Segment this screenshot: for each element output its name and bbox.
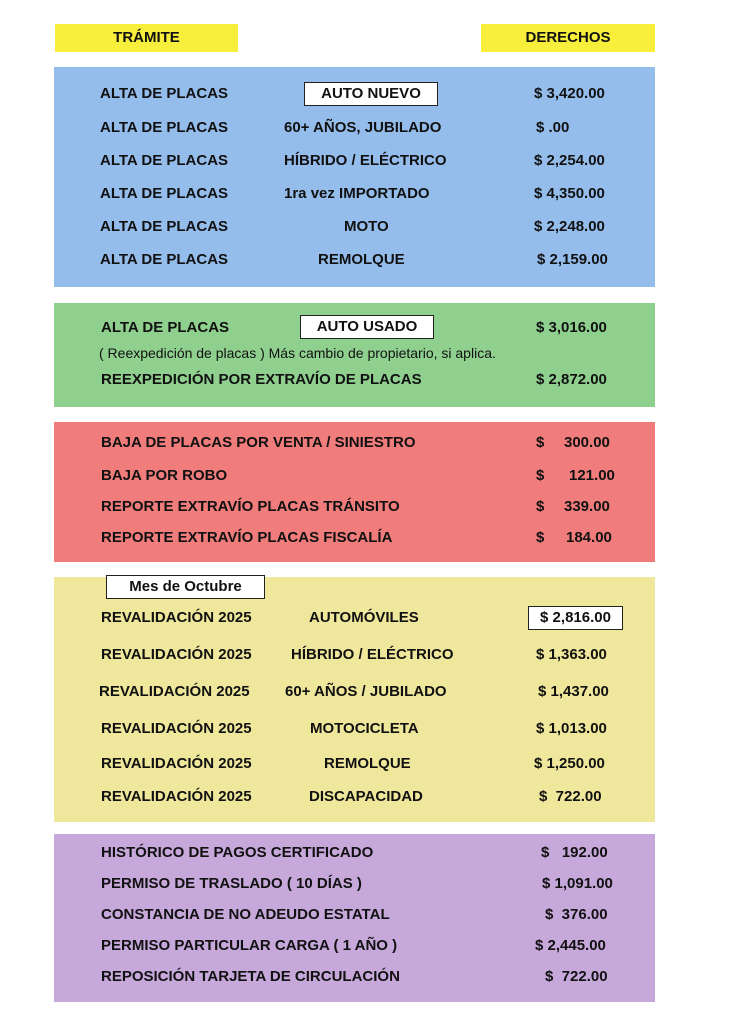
auto-usado-badge: AUTO USADO — [300, 315, 434, 339]
baja-row-4-signo: $ — [536, 529, 545, 546]
otros-panel — [54, 834, 655, 1002]
baja-row-3-signo: $ — [536, 498, 545, 515]
alta-row-6-derecho: $ 2,159.00 — [537, 251, 608, 268]
reval-row-5-tramite: REVALIDACIÓN 2025 — [101, 755, 252, 772]
alta-placas-panel — [54, 67, 655, 287]
alta-row-2-derecho: $ .00 — [536, 119, 570, 136]
reval-row-3-tipo: 60+ AÑOS / JUBILADO — [285, 683, 447, 700]
reval-row-6-derecho: $ 722.00 — [539, 788, 602, 805]
header-derechos: DERECHOS — [481, 24, 655, 52]
reval-row-2-tramite: REVALIDACIÓN 2025 — [101, 646, 252, 663]
otros-row-4-tramite: PERMISO PARTICULAR CARGA ( 1 AÑO ) — [101, 937, 398, 954]
auto-nuevo-badge: AUTO NUEVO — [304, 82, 438, 106]
baja-row-2-tramite: BAJA POR ROBO — [101, 467, 228, 484]
baja-row-1-tramite: BAJA DE PLACAS POR VENTA / SINIESTRO — [101, 434, 416, 451]
otros-row-5-derecho: $ 722.00 — [545, 968, 608, 985]
alta-row-3-tramite: ALTA DE PLACAS — [100, 152, 229, 169]
alta-row-3-derecho: $ 2,254.00 — [534, 152, 605, 169]
alta-row-6-tipo: REMOLQUE — [318, 251, 405, 268]
baja-row-1-monto: 300.00 — [564, 434, 610, 451]
baja-row-2-signo: $ — [536, 467, 545, 484]
reexpedicion-tramite: REEXPEDICIÓN POR EXTRAVÍO DE PLACAS — [101, 371, 422, 388]
otros-row-1-derecho: $ 192.00 — [541, 844, 608, 861]
reval-row-2-tipo: HÍBRIDO / ELÉCTRICO — [291, 646, 454, 663]
reval-row-6-tipo: DISCAPACIDAD — [309, 788, 423, 805]
alta-row-1-tramite: ALTA DE PLACAS — [100, 85, 229, 102]
baja-row-4-monto: 184.00 — [566, 529, 612, 546]
reval-row-4-tramite: REVALIDACIÓN 2025 — [101, 720, 252, 737]
header-tramite: TRÁMITE — [55, 24, 238, 52]
reval-row-2-derecho: $ 1,363.00 — [536, 646, 607, 663]
usado-nota: ( Reexpedición de placas ) Más cambio de propietario, si aplica. — [99, 345, 496, 361]
usado-derecho: $ 3,016.00 — [536, 319, 607, 336]
otros-row-5-tramite: REPOSICIÓN TARJETA DE CIRCULACIÓN — [101, 968, 400, 985]
otros-row-2-derecho: $ 1,091.00 — [542, 875, 613, 892]
baja-row-4-tramite: REPORTE EXTRAVÍO PLACAS FISCALÍA — [101, 529, 393, 546]
alta-row-4-derecho: $ 4,350.00 — [534, 185, 605, 202]
alta-row-2-tramite: ALTA DE PLACAS — [100, 119, 229, 136]
alta-row-4-tramite: ALTA DE PLACAS — [100, 185, 229, 202]
bajas-panel — [54, 422, 655, 562]
baja-row-2-monto: 121.00 — [569, 467, 615, 484]
baja-row-1-signo: $ — [536, 434, 545, 451]
reval-row-4-tipo: MOTOCICLETA — [310, 720, 419, 737]
usado-tramite: ALTA DE PLACAS — [101, 319, 230, 336]
alta-row-5-tipo: MOTO — [344, 218, 389, 235]
automoviles-derecho-box: $ 2,816.00 — [528, 606, 623, 630]
baja-row-3-tramite: REPORTE EXTRAVÍO PLACAS TRÁNSITO — [101, 498, 400, 515]
reval-row-4-derecho: $ 1,013.00 — [536, 720, 607, 737]
reval-row-3-tramite: REVALIDACIÓN 2025 — [99, 683, 250, 700]
baja-row-3-monto: 339.00 — [564, 498, 610, 515]
reval-row-1-tipo: AUTOMÓVILES — [309, 609, 419, 626]
reval-row-1-tramite: REVALIDACIÓN 2025 — [101, 609, 252, 626]
otros-row-1-tramite: HISTÓRICO DE PAGOS CERTIFICADO — [101, 844, 374, 861]
alta-row-1-derecho: $ 3,420.00 — [534, 85, 605, 102]
alta-row-5-derecho: $ 2,248.00 — [534, 218, 605, 235]
auto-usado-panel — [54, 303, 655, 407]
alta-row-4-tipo: 1ra vez IMPORTADO — [284, 185, 430, 202]
reexpedicion-derecho: $ 2,872.00 — [536, 371, 607, 388]
otros-row-3-derecho: $ 376.00 — [545, 906, 608, 923]
reval-row-6-tramite: REVALIDACIÓN 2025 — [101, 788, 252, 805]
otros-row-4-derecho: $ 2,445.00 — [535, 937, 606, 954]
alta-row-3-tipo: HÍBRIDO / ELÉCTRICO — [284, 152, 447, 169]
reval-row-3-derecho: $ 1,437.00 — [538, 683, 609, 700]
revalidacion-panel — [54, 577, 655, 822]
alta-row-6-tramite: ALTA DE PLACAS — [100, 251, 229, 268]
otros-row-2-tramite: PERMISO DE TRASLADO ( 10 DÍAS ) — [101, 875, 362, 892]
reval-row-5-derecho: $ 1,250.00 — [534, 755, 605, 772]
alta-row-5-tramite: ALTA DE PLACAS — [100, 218, 229, 235]
reval-row-5-tipo: REMOLQUE — [324, 755, 411, 772]
alta-row-2-tipo: 60+ AÑOS, JUBILADO — [284, 119, 442, 136]
otros-row-3-tramite: CONSTANCIA DE NO ADEUDO ESTATAL — [101, 906, 390, 923]
mes-badge: Mes de Octubre — [106, 575, 265, 599]
